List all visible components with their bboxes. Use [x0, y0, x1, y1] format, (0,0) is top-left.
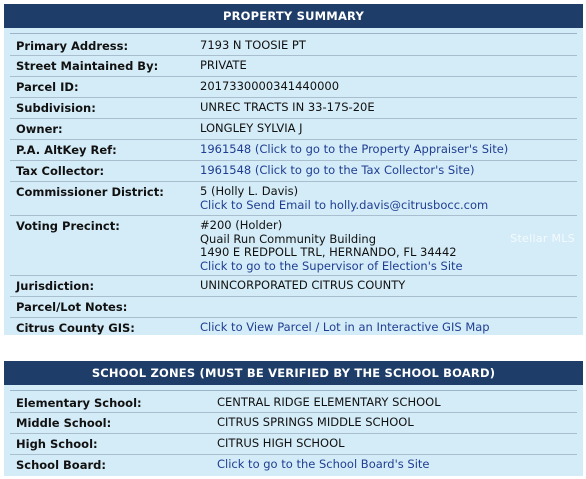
school-zones-header: SCHOOL ZONES (MUST BE VERIFIED BY THE SCHOOL BOARD) [4, 361, 583, 385]
voting-precinct-label: Voting Precinct: [16, 219, 120, 233]
row-subdivision [10, 98, 577, 119]
watermark-text: Stellar MLS [510, 232, 575, 245]
school-board-link[interactable]: Click to go to the School Board's Site [217, 457, 430, 471]
row-middle-school [10, 413, 577, 434]
row-elementary-school [10, 393, 577, 413]
precinct-address: 1490 E REDPOLL TRL, HERNANDO, FL 34442 [200, 245, 457, 259]
street-maintained-by-value: PRIVATE [200, 58, 247, 72]
row-commissioner-district [10, 182, 577, 216]
header-divider [10, 33, 577, 34]
property-summary-panel [4, 4, 583, 335]
commissioner-email-link[interactable]: Click to Send Email to holly.davis@citrusbocc.com [200, 197, 489, 212]
tax-collector-link[interactable]: 1961548 (Click to go to the Tax Collector's Site) [200, 163, 475, 177]
jurisdiction-value: UNINCORPORATED CITRUS COUNTY [200, 278, 406, 292]
middle-school-value: CITRUS SPRINGS MIDDLE SCHOOL [217, 415, 414, 429]
pa-altkey-ref-label: P.A. AltKey Ref: [16, 143, 117, 157]
jurisdiction-label: Jurisdiction: [16, 279, 95, 293]
parcel-id-value: 2017330000341440000 [200, 79, 340, 93]
commissioner-district-value [200, 185, 488, 212]
precinct-number: #200 (Holder) [200, 218, 283, 232]
subdivision-value: UNREC TRACTS IN 33-17S-20E [200, 100, 375, 114]
supervisor-of-elections-link[interactable]: Click to go to the Supervisor of Election's Site [200, 258, 463, 273]
high-school-label: High School: [16, 437, 98, 451]
high-school-value: CITRUS HIGH SCHOOL [217, 436, 345, 450]
gis-map-link[interactable]: Click to View Parcel / Lot in an Interactive GIS Map [200, 320, 490, 334]
row-citrus-county-gis [10, 318, 577, 338]
row-jurisdiction [10, 276, 577, 297]
school-board-label: School Board: [16, 458, 106, 472]
row-owner [10, 119, 577, 140]
elementary-school-label: Elementary School: [16, 396, 142, 410]
row-parcel-id [10, 77, 577, 98]
row-high-school [10, 434, 577, 455]
row-street-maintained-by [10, 56, 577, 77]
owner-value: LONGLEY SYLVIA J [200, 121, 303, 135]
row-voting-precinct [10, 216, 577, 276]
primary-address-label: Primary Address: [16, 39, 129, 53]
parcel-lot-notes-label: Parcel/Lot Notes: [16, 300, 128, 314]
row-pa-altkey-ref [10, 140, 577, 161]
subdivision-label: Subdivision: [16, 101, 96, 115]
tax-collector-label: Tax Collector: [16, 164, 105, 178]
primary-address-value: 7193 N TOOSIE PT [200, 38, 306, 52]
middle-school-label: Middle School: [16, 416, 112, 430]
parcel-id-label: Parcel ID: [16, 80, 79, 94]
owner-label: Owner: [16, 122, 63, 136]
row-tax-collector [10, 161, 577, 182]
property-appraiser-link[interactable]: 1961548 (Click to go to the Property Appraiser's Site) [200, 142, 509, 156]
voting-precinct-value [200, 219, 463, 273]
school-zones-panel [4, 361, 583, 476]
commissioner-district-label: Commissioner District: [16, 185, 164, 199]
property-summary-header: PROPERTY SUMMARY [4, 4, 583, 28]
street-maintained-by-label: Street Maintained By: [16, 59, 159, 73]
header-divider [10, 390, 577, 391]
elementary-school-value: CENTRAL RIDGE ELEMENTARY SCHOOL [217, 395, 441, 409]
precinct-location: Quail Run Community Building [200, 231, 377, 246]
citrus-county-gis-label: Citrus County GIS: [16, 321, 135, 335]
commissioner-name: 5 (Holly L. Davis) [200, 184, 299, 198]
row-primary-address [10, 36, 577, 56]
row-parcel-lot-notes [10, 297, 577, 318]
row-school-board [10, 455, 577, 475]
